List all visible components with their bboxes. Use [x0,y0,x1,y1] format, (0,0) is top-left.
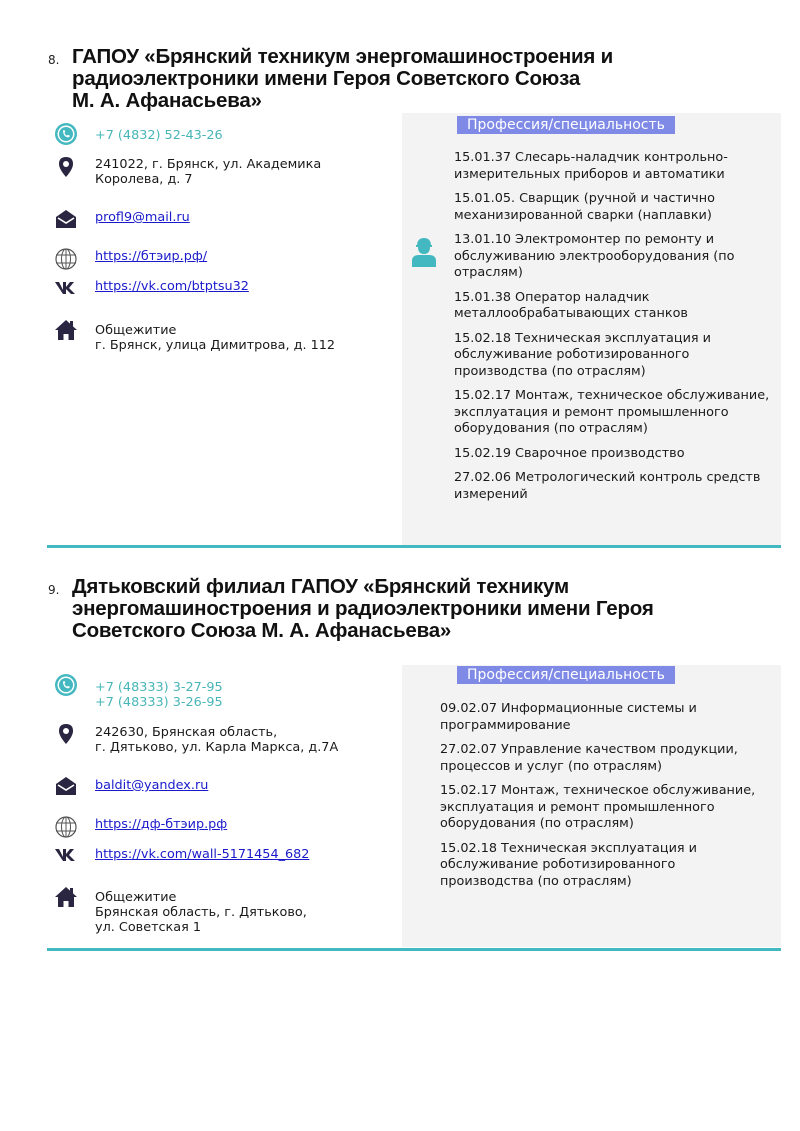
address-line: г. Дятьково, ул. Карла Маркса, д.7А [95,740,339,755]
profession-item: 15.02.17 Монтаж, техническое обслуживание, эксплуатация и ремонт промышленного оборудования (по отраслям) [454,388,770,436]
profession-item: 15.02.17 Монтаж, техническое обслуживание, эксплуатация и ремонт промышленного оборудования (по отраслям) [440,783,756,831]
dormitory [95,890,307,935]
title-line: М. А. Афанасьева» [72,89,262,112]
title-line: Советского Союза М. А. Афанасьева» [72,619,452,642]
section-divider [47,545,781,548]
section-divider [47,948,781,951]
house-icon [54,885,78,909]
website-link[interactable]: https://дф-бтэир.рф [95,817,228,832]
professions-panel [402,665,781,947]
professions-header: Профессия/специальность [457,666,675,684]
professions-header: Профессия/специальность [457,116,675,134]
address [95,157,321,187]
phone-icon [54,673,78,697]
envelope-icon [54,774,78,798]
profession-item: 15.01.38 Оператор наладчик металлообрабатывающих станков [454,289,688,321]
entry-title [72,576,772,642]
profession-item: 15.01.05. Сварщик (ручной и частично механизированной сварки (наплавки) [454,191,715,223]
address-line: 242630, Брянская область, [95,725,278,740]
address-line: 241022, г. Брянск, ул. Академика [95,157,322,172]
address-line: Королева, д. 7 [95,172,193,187]
professions-panel [402,113,781,545]
website-link[interactable]: https://бтэир.рф/ [95,249,208,264]
profession-item: 15.02.19 Сварочное производство [454,445,685,461]
location-pin-icon [54,155,78,179]
phone-numbers [95,680,223,710]
dorm-address: г. Брянск, улица Димитрова, д. 112 [95,338,336,353]
entry-number: 8. [48,53,60,67]
entry-title [72,46,772,112]
profession-item: 15.02.18 Техническая эксплуатация и обслуживание роботизированного производства (по отраслям) [454,330,711,379]
professions-list [454,150,779,511]
vk-icon [54,276,78,300]
profession-item: 15.02.18 Техническая эксплуатация и обслуживание роботизированного производства (по отраслям) [440,840,697,889]
globe-www-icon [54,815,78,839]
dorm-address: Брянская область, г. Дятьково, [95,905,307,920]
envelope-icon [54,207,78,231]
vk-icon [54,843,78,867]
phone-icon [54,122,78,146]
vk-link[interactable]: https://vk.com/btptsu32 [95,279,249,294]
entry-number: 9. [48,583,60,597]
email-link[interactable]: profl9@mail.ru [95,210,190,225]
phone-number[interactable]: +7 (48333) 3-27-95 [95,680,223,695]
title-line: радиоэлектроники имени Героя Советского Союза [72,67,581,90]
title-line: Дятьковский филиал ГАПОУ «Брянский техникум [72,575,569,598]
profession-item: 15.01.37 Слесарь-наладчик контрольно-измерительных приборов и автоматики [454,150,728,182]
dormitory [95,323,335,353]
location-pin-icon [54,722,78,746]
phone-number[interactable]: +7 (48333) 3-26-95 [95,695,223,710]
profession-item: 13.01.10 Электромонтер по ремонту и обслуживанию электрооборудования (по отраслям) [454,232,735,280]
house-icon [54,318,78,342]
email-link[interactable]: baldit@yandex.ru [95,778,209,793]
address [95,725,338,755]
dorm-address: ул. Советская 1 [95,920,202,935]
title-line: энергомашиностроения и радиоэлектроники имени Героя [72,597,654,620]
dorm-label: Общежитие [95,890,177,905]
profession-item: 09.02.07 Информационные системы и программирование [440,701,697,733]
dorm-label: Общежитие [95,323,177,338]
profession-item: 27.02.06 Метрологический контроль средств измерений [454,470,761,502]
vk-link[interactable]: https://vk.com/wall-5171454_682 [95,847,310,862]
phone-number[interactable]: +7 (4832) 52-43-26 [95,128,223,143]
profession-item: 27.02.07 Управление качеством продукции, процессов и услуг (по отраслям) [440,742,738,774]
title-line: ГАПОУ «Брянский техникум энергомашиностроения и [72,45,614,68]
worker-helmet-icon [411,235,437,267]
professions-list [440,701,765,898]
globe-www-icon [54,247,78,271]
